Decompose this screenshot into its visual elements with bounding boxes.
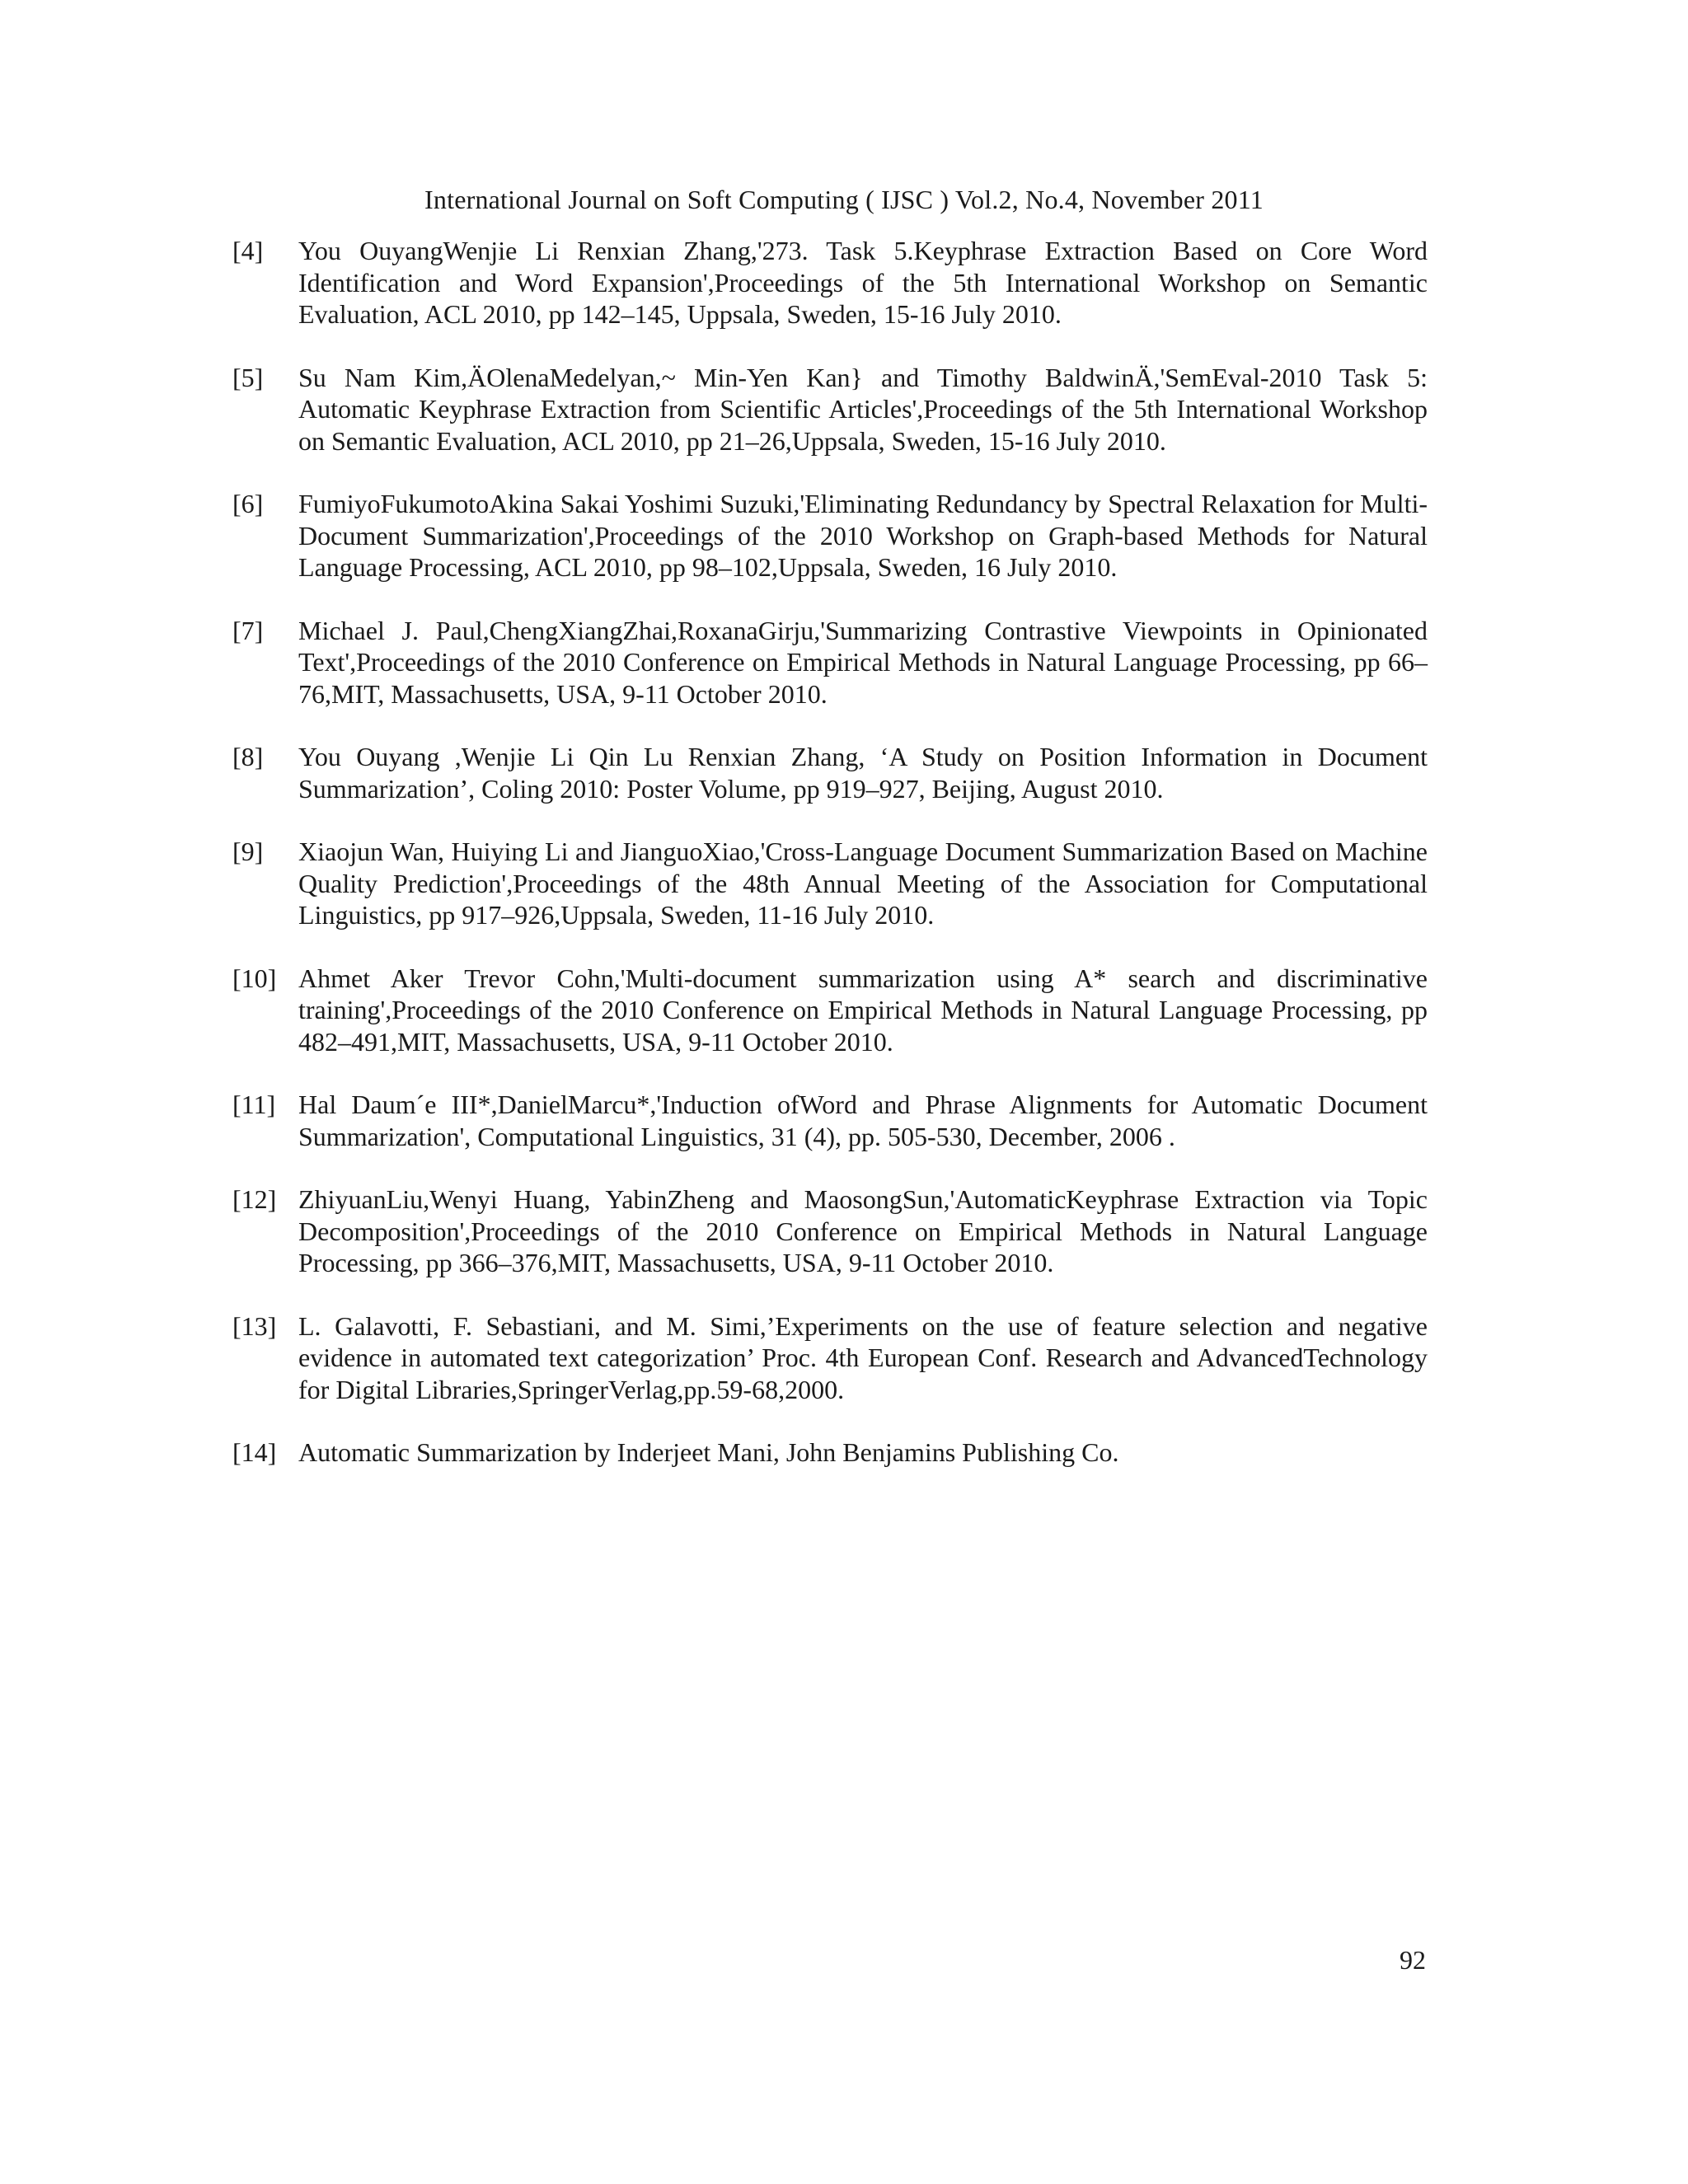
- reference-item-5: [232, 362, 1428, 457]
- reference-text: L. Galavotti, F. Sebastiani, and M. Simi,’Experiments on the use of feature selection and negative evidence in automated text categorization’ Proc. 4th European Conf. Research and AdvancedTechnology for Digital Libraries,SpringerVerlag,pp.59-68,2000.: [298, 1310, 1428, 1404]
- running-header: International Journal on Soft Computing ( IJSC ) Vol.2, No.4, November 2011: [424, 185, 1264, 214]
- reference-item-13: [232, 1310, 1428, 1406]
- reference-number: [6]: [232, 489, 264, 518]
- reference-text: Automatic Summarization by Inderjeet Mani, John Benjamins Publishing Co.: [298, 1437, 1119, 1467]
- reference-number: [12]: [232, 1184, 277, 1214]
- reference-text: Michael J. Paul,ChengXiangZhai,RoxanaGirju,'Summarizing Contrastive Viewpoints in Opinionated Text',Proceedings of the 2010 Conference on Empirical Methods in Natural Language Processing, pp 66–76,MIT, Massachusetts, USA, 9-11 October 2010.: [298, 615, 1428, 709]
- page-number: 92: [1400, 1945, 1426, 1975]
- reference-item-7: [232, 615, 1428, 710]
- reference-item-10: [232, 963, 1428, 1058]
- reference-text: You Ouyang ,Wenjie Li Qin Lu Renxian Zhang, ‘A Study on Position Information in Document Summarization’, Coling 2010: Poster Volume, pp 919–927, Beijing, August 2010.: [298, 742, 1428, 804]
- reference-text: Hal Daum´e III*,DanielMarcu*,'Induction ofWord and Phrase Alignments for Automatic Document Summarization', Computational Linguistics, 31 (4), pp. 505-530, December, 2006 .: [298, 1090, 1428, 1151]
- reference-item-11: [232, 1089, 1428, 1152]
- reference-item-12: [232, 1183, 1428, 1279]
- reference-text: FumiyoFukumotoAkina Sakai Yoshimi Suzuki,'Eliminating Redundancy by Spectral Relaxation for Multi-Document Summarization',Proceedings of the 2010 Workshop on Graph-based Methods for Natural Language Processing, ACL 2010, pp 98–102,Uppsala, Sweden, 16 July 2010.: [298, 489, 1428, 582]
- reference-number: [9]: [232, 837, 264, 866]
- reference-item-4: [232, 235, 1428, 330]
- reference-number: [4]: [232, 236, 264, 265]
- reference-item-8: [232, 741, 1428, 804]
- reference-number: [8]: [232, 742, 264, 771]
- reference-item-14: [232, 1436, 1428, 1469]
- reference-text: ZhiyuanLiu,Wenyi Huang, YabinZheng and MaosongSun,'AutomaticKeyphrase Extraction via Topic Decomposition',Proceedings of the 2010 Conference on Empirical Methods in Natural Language Processing, pp 366–376,MIT, Massachusetts, USA, 9-11 October 2010.: [298, 1184, 1428, 1277]
- reference-number: [5]: [232, 362, 264, 392]
- reference-number: [10]: [232, 963, 277, 993]
- reference-number: [7]: [232, 615, 264, 645]
- reference-number: [11]: [232, 1090, 276, 1119]
- reference-text: Su Nam Kim,ÄOlenaMedelyan,~ Min-Yen Kan} and Timothy BaldwinÄ,'SemEval-2010 Task 5: Automatic Keyphrase Extraction from Scientific Articles',Proceedings of the 5th International Workshop on Semantic Evaluation, ACL 2010, pp 21–26,Uppsala, Sweden, 15-16 July 2010.: [298, 362, 1428, 456]
- reference-number: [14]: [232, 1437, 277, 1467]
- reference-text: Ahmet Aker Trevor Cohn,'Multi-document summarization using A* search and discriminative training',Proceedings of the 2010 Conference on Empirical Methods in Natural Language Processing, pp 482–491,MIT, Massachusetts, USA, 9-11 October 2010.: [298, 963, 1428, 1057]
- reference-text: Xiaojun Wan, Huiying Li and JianguoXiao,'Cross-Language Document Summarization Based on Machine Quality Prediction',Proceedings of the 48th Annual Meeting of the Association for Computational Linguistics, pp 917–926,Uppsala, Sweden, 11-16 July 2010.: [298, 837, 1428, 930]
- reference-text: You OuyangWenjie Li Renxian Zhang,'273. Task 5.Keyphrase Extraction Based on Core Word Identification and Word Expansion',Proceedings of the 5th International Workshop on Semantic Evaluation, ACL 2010, pp 142–145, Uppsala, Sweden, 15-16 July 2010.: [298, 236, 1428, 329]
- reference-number: [13]: [232, 1310, 277, 1341]
- reference-list: [232, 235, 1428, 1500]
- reference-item-9: [232, 836, 1428, 931]
- reference-item-6: [232, 488, 1428, 583]
